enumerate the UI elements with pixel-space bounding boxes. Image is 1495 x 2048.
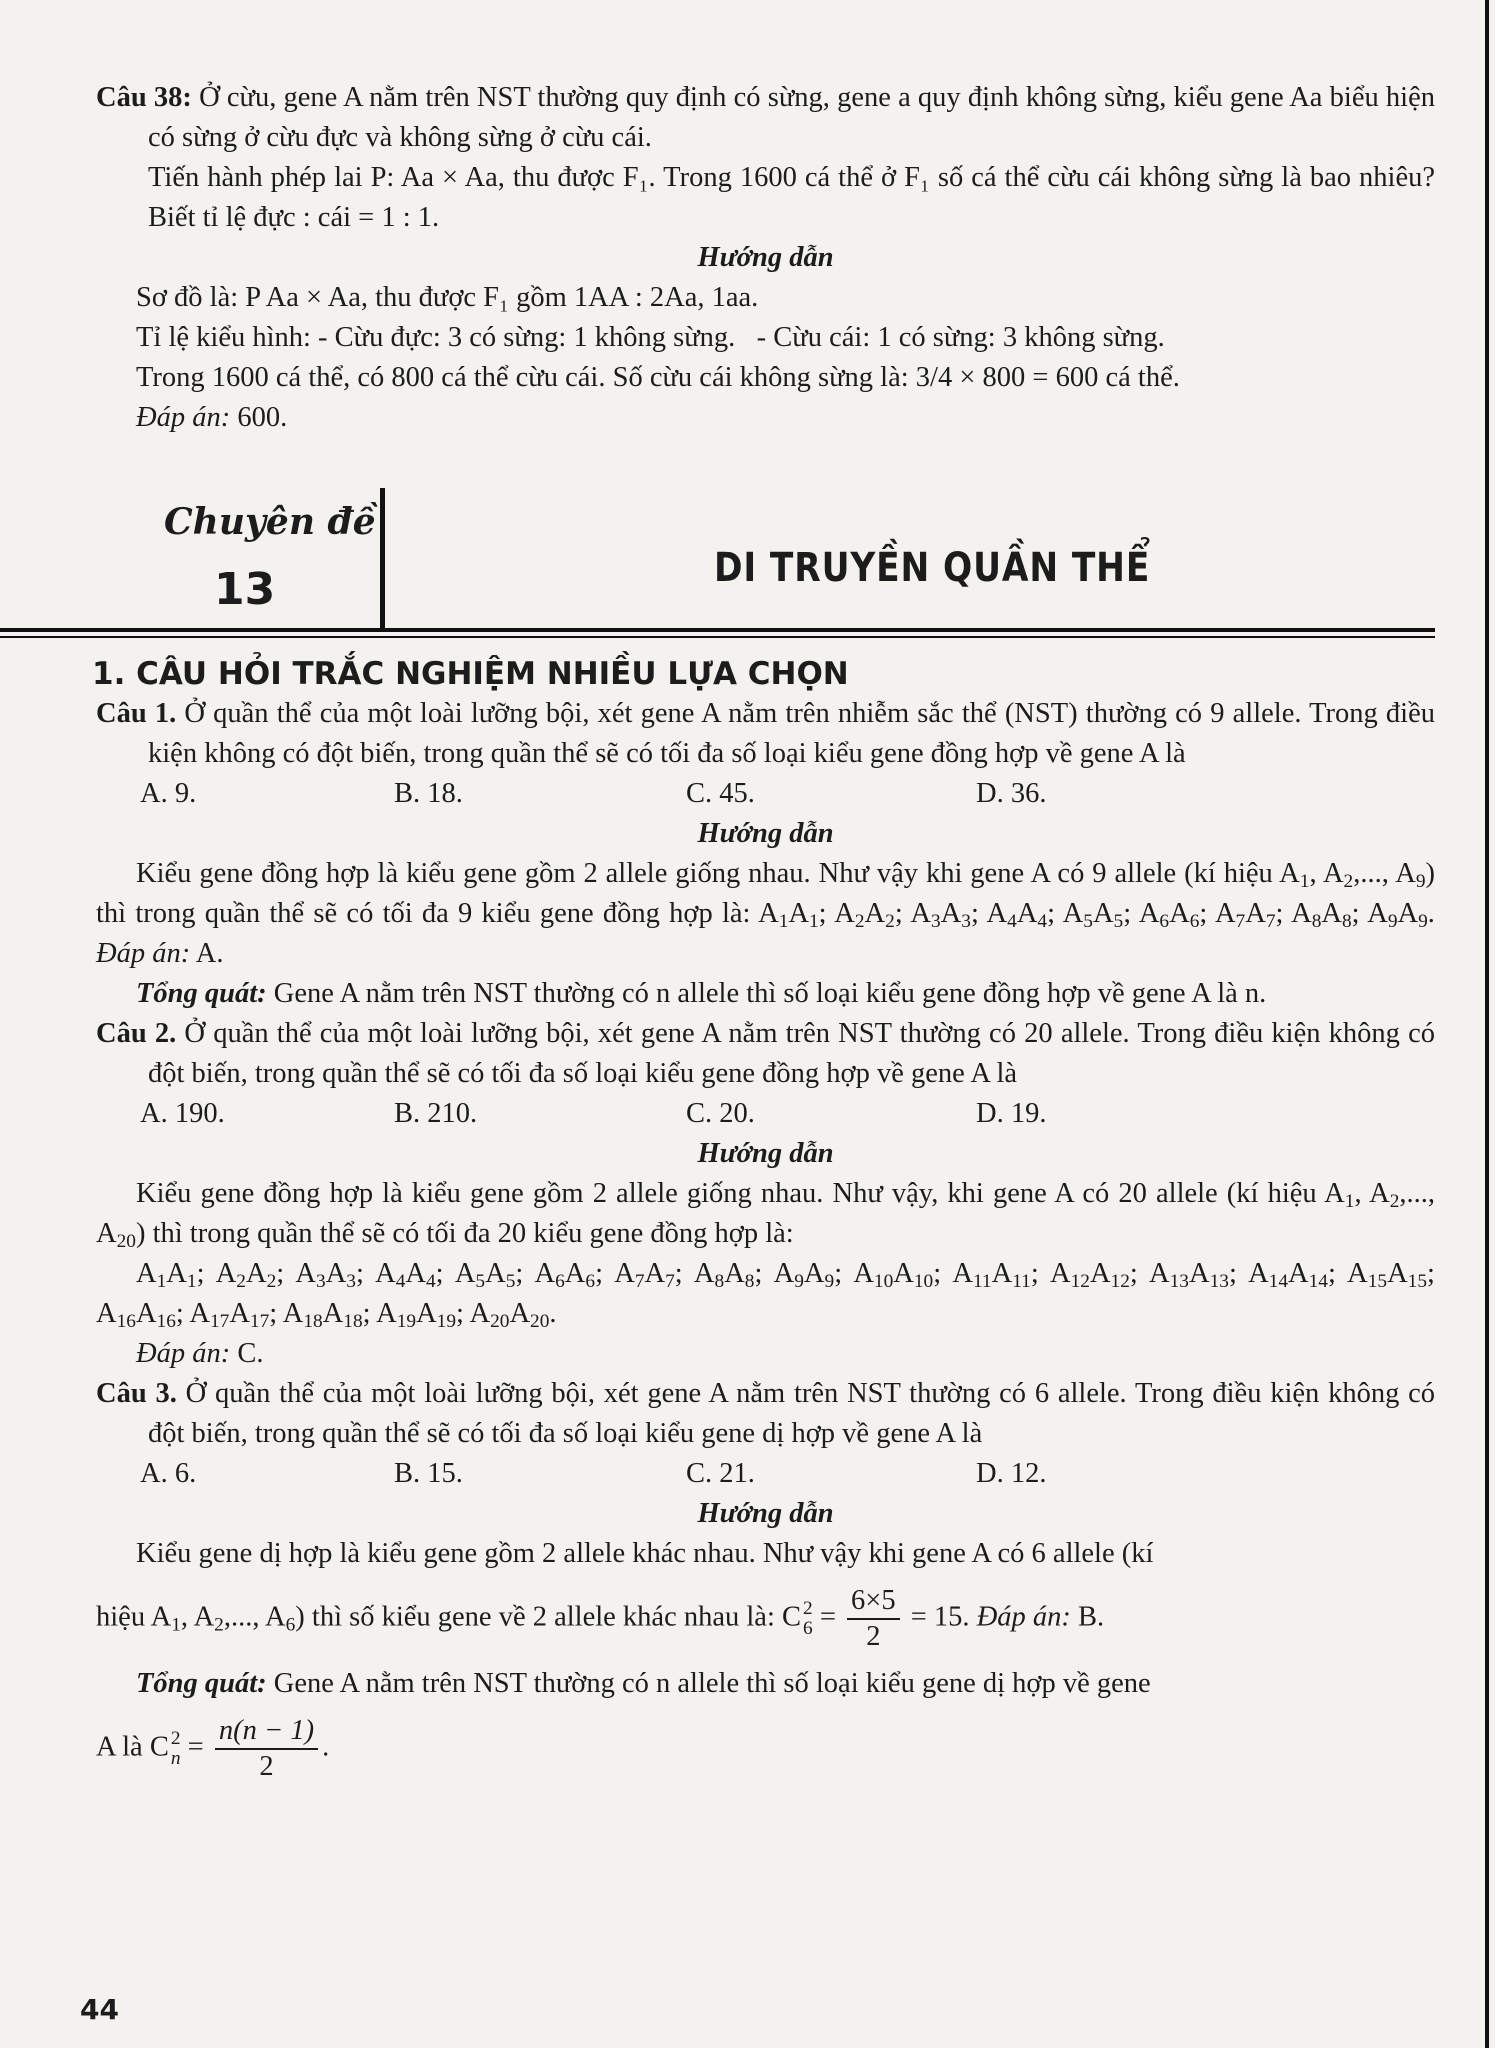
q2-explanation: Kiểu gene đồng hợp là kiểu gene gồm 2 allele giống nhau. Như vậy, khi gene A có 20 allele (kí hiệu $A_1$, $A_2$,..., $A_{20}$) thì trong quần thể sẽ có tối đa 20 kiểu gene đồng hợp là: xyxy=(96,1178,1436,1252)
q38-answer-line-2: Tỉ lệ kiểu hình: - Cừu đực: 3 có sừng: 1 không sừng. - Cừu cái: 1 có sừng: 3 không sừng. xyxy=(136,322,1165,353)
q2-option-a: A. 190. xyxy=(140,1098,225,1129)
q2-option-c: C. 20. xyxy=(686,1098,755,1129)
q1-question: Câu 1. Ở quần thể của một loài lưỡng bội, xét gene A nằm trên nhiễm sắc thể (NST) thường có 9 allele. Trong điều kiện không có đột biến, trong quần thể sẽ có tối đa số loại kiểu gene đồng hợp về gene A là xyxy=(96,698,1436,769)
q1-guide-heading: Hướng dẫn xyxy=(697,818,834,849)
q2-option-b: B. 210. xyxy=(394,1098,478,1129)
q1-option-c: C. 45. xyxy=(686,778,755,809)
q1-option-d: D. 36. xyxy=(976,778,1047,809)
q3-option-d: D. 12. xyxy=(976,1458,1047,1489)
chapter-header xyxy=(0,488,1435,636)
q3-option-b: B. 15. xyxy=(394,1458,463,1489)
q1-general: Tổng quát: Gene A nằm trên NST thường có n allele thì số loại kiểu gene đồng hợp về gene A là n. xyxy=(136,978,1267,1009)
chapter-divider xyxy=(380,488,385,628)
q38-question-cont: Tiến hành phép lai P: Aa × Aa, thu được F₁. Trong 1600 cá thể ở F₁ số cá thể cừu cái không sừng là bao nhiêu? Biết tỉ lệ đực : cái = 1 : 1. xyxy=(148,162,1435,233)
chapter-rule-thick xyxy=(0,628,1435,632)
q3-fraction: $\frac{6\times 5}{2}$ xyxy=(847,1584,900,1654)
q3-general: Tổng quát: Gene A nằm trên NST thường có n allele thì số loại kiểu gene dị hợp về gene xyxy=(136,1668,1151,1699)
chapter-label: Chuyên đề xyxy=(164,501,376,543)
q38-answer-line-3: Trong 1600 cá thể, có 800 cá thể cừu cái. Số cừu cái không sừng là: 3/4 × 800 = 600 cá thể. xyxy=(136,362,1180,393)
q3-option-a: A. 6. xyxy=(140,1458,197,1489)
q2-options xyxy=(96,1094,1435,1134)
q3-explanation: Kiểu gene dị hợp là kiểu gene gồm 2 allele khác nhau. Như vậy khi gene A có 6 allele (kí xyxy=(136,1538,1154,1569)
q3-question: Câu 3. Ở quần thể của một loài lưỡng bội, xét gene A nằm trên NST thường có 6 allele. Trong điều kiện không có đột biến, trong quần thể sẽ có tối đa số loại kiểu gene dị hợp về gene A là xyxy=(96,1378,1435,1449)
q2-answer: Đáp án: C. xyxy=(136,1338,264,1369)
q3-explanation-formula: hiệu $A_1$, $A_2$,..., $A_6$) thì số kiểu gene về 2 allele khác nhau là: C 2 6 = $\frac{6\times 5}{2}$ = 15. Đáp án: B. xyxy=(96,1585,1105,1652)
q2-question: Câu 2. Ở quần thể của một loài lưỡng bội, xét gene A nằm trên NST thường có 20 allele. Trong điều kiện không có đột biến, trong quần thể sẽ có tối đa số loại kiểu gene đồng hợp về gene A là xyxy=(96,1018,1435,1089)
q38-guide-heading: Hướng dẫn xyxy=(697,242,834,273)
q2-genotype-list: $A_1A_1$; $A_2A_2$; $A_3A_3$; $A_4A_4$; $A_5A_5$; $A_6A_6$; $A_7A_7$; $A_8A_8$; $A_9A_9$; $A_{10}A_{10}$; $A_{11}A_{11}$; $A_{12}A_{12}$; $A_{13}A_{13}$; $A_{14}A_{14}$; $A_{15}A_{15}$; $A_{16}A_{16}$; $A_{17}A_{17}$; $A_{18}A_{18}$; $A_{19}A_{19}$; $A_{20}A_{20}$. xyxy=(96,1258,1435,1332)
q3-general-fraction: $\frac{n(n - 1)}{2}$ xyxy=(215,1714,318,1784)
q1-option-a: A. 9. xyxy=(140,778,197,809)
q38-question: Câu 38: Ở cừu, gene A nằm trên NST thường quy định có sừng, gene a quy định không sừng, kiểu gene Aa biểu hiện có sừng ở cừu đực và không sừng ở cừu cái. xyxy=(96,82,1435,153)
q3-options xyxy=(96,1454,1435,1494)
q3-option-c: C. 21. xyxy=(686,1458,755,1489)
q38-answer: Đáp án: 600. xyxy=(136,402,288,433)
chapter-number: 13 xyxy=(214,564,276,615)
page-binding-edge xyxy=(1485,0,1489,2048)
section-heading: 1. CÂU HỎI TRẮC NGHIỆM NHIỀU LỰA CHỌN xyxy=(92,656,849,692)
q2-guide-heading: Hướng dẫn xyxy=(697,1138,834,1169)
q3-guide-heading: Hướng dẫn xyxy=(697,1498,834,1529)
q2-option-d: D. 19. xyxy=(976,1098,1047,1129)
q38-answer-line-1: Sơ đồ là: P Aa × Aa, thu được F₁ gồm 1AA : 2Aa, 1aa. xyxy=(136,282,759,313)
chapter-rule-thin xyxy=(0,636,1435,638)
q1-explanation: Kiểu gene đồng hợp là kiểu gene gồm 2 allele giống nhau. Như vậy khi gene A có 9 allele (kí hiệu $A_1$, $A_2$,..., $A_9$) thì trong quần thể sẽ có tối đa 9 kiểu gene đồng hợp là: $A_1A_1$; $A_2A_2$; $A_3A_3$; $A_4A_4$; $A_5A_5$; $A_6A_6$; $A_7A_7$; $A_8A_8$; $A_9A_9$. Đáp án: A. xyxy=(96,858,1436,969)
chapter-title: DI TRUYỀN QUẦN THỂ xyxy=(714,545,1151,591)
q1-option-b: B. 18. xyxy=(394,778,463,809)
page-number: 44 xyxy=(80,1993,119,2026)
q3-general-formula: A là C 2 n = $\frac{n(n - 1)}{2}$ . xyxy=(96,1715,330,1782)
q1-options xyxy=(96,774,1435,814)
